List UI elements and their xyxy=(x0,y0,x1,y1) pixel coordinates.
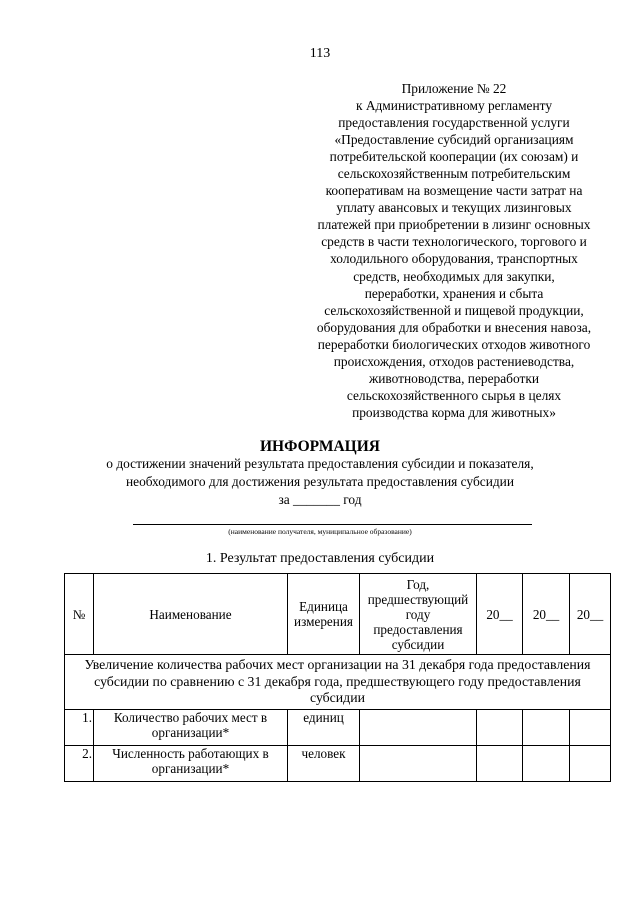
row-num: 1. xyxy=(65,710,94,746)
row-cell-prev-year xyxy=(360,746,477,782)
row-num: 2. xyxy=(65,746,94,782)
subtitle-line: необходимого для достижения результата предоставления субсидии xyxy=(125,474,515,489)
subtitle-line-year: за _______ год xyxy=(278,492,362,507)
appendix-line: кооперативам на возмещение части затрат на xyxy=(325,183,583,199)
appendix-line: предоставления государственной услуги xyxy=(338,115,570,131)
subtitle-line: о достижении значений результата предоставления субсидии и показателя, xyxy=(106,456,534,471)
row-cell-prev-year xyxy=(360,710,477,746)
header-num: № xyxy=(65,574,94,655)
header-year-1: 20__ xyxy=(477,574,523,655)
header-prev-year: Год, предшествующий году предоставления субсидии xyxy=(360,574,477,655)
table-group-row xyxy=(65,655,611,710)
appendix-header xyxy=(268,80,640,421)
appendix-line: сельскохозяйственного сырья в целях xyxy=(346,387,562,403)
appendix-line: животноводства, переработки xyxy=(368,370,540,386)
group-row-text: Увеличение количества рабочих мест организации на 31 декабря года предоставления субсидии по сравнению с 31 декабря года, предшествующего году предоставления субсидии xyxy=(65,655,611,710)
appendix-line: сельскохозяйственным потребительским xyxy=(337,166,571,182)
row-cell-year-2 xyxy=(523,710,570,746)
header-name: Наименование xyxy=(94,574,288,655)
header-unit: Единица измерения xyxy=(288,574,360,655)
appendix-line: холодильного оборудования, транспортных xyxy=(330,251,578,267)
row-cell-year-3 xyxy=(570,746,611,782)
appendix-line: производства корма для животных» xyxy=(352,404,556,420)
appendix-line: средств в части технологического, торгового и xyxy=(321,234,587,250)
page-number: 113 xyxy=(309,46,331,61)
row-cell-year-3 xyxy=(570,710,611,746)
appendix-line: сельскохозяйственной и пищевой продукции, xyxy=(324,302,584,318)
header-year-3: 20__ xyxy=(570,574,611,655)
row-name: Численность работающих в организации* xyxy=(94,746,288,782)
recipient-fill-line xyxy=(133,524,532,525)
document-subtitle xyxy=(0,455,640,509)
appendix-line: платежей при приобретении в лизинг основных xyxy=(317,217,591,233)
appendix-line: к Административному регламенту xyxy=(355,98,553,114)
table-header-row xyxy=(65,574,611,655)
header-year-2: 20__ xyxy=(523,574,570,655)
row-cell-year-1 xyxy=(477,710,523,746)
row-cell-year-2 xyxy=(523,746,570,782)
appendix-line: переработки биологических отходов животного xyxy=(317,336,591,352)
row-unit: человек xyxy=(288,746,360,782)
appendix-line: переработки, хранения и сбыта xyxy=(364,285,544,301)
appendix-line: потребительской кооперации (их союзам) и xyxy=(329,149,579,165)
appendix-line: уплату авансовых и текущих лизинговых xyxy=(336,200,572,216)
row-name: Количество рабочих мест в организации* xyxy=(94,710,288,746)
appendix-line: происхождения, отходов растениеводства, xyxy=(333,353,575,369)
section-title: 1. Результат предоставления субсидии xyxy=(205,551,435,566)
result-table xyxy=(64,573,611,782)
row-unit: единиц xyxy=(288,710,360,746)
appendix-line: средств, необходимых для закупки, xyxy=(353,268,555,284)
appendix-line: «Предоставление субсидий организациям xyxy=(334,132,574,148)
table-row xyxy=(65,710,611,746)
row-cell-year-1 xyxy=(477,746,523,782)
appendix-line: оборудования для обработки и внесения навоза, xyxy=(316,319,592,335)
document-title: ИНФОРМАЦИЯ xyxy=(260,438,380,455)
appendix-line: Приложение № 22 xyxy=(401,81,507,96)
table-row xyxy=(65,746,611,782)
recipient-caption: (наименование получателя, муниципальное образование) xyxy=(228,527,412,536)
